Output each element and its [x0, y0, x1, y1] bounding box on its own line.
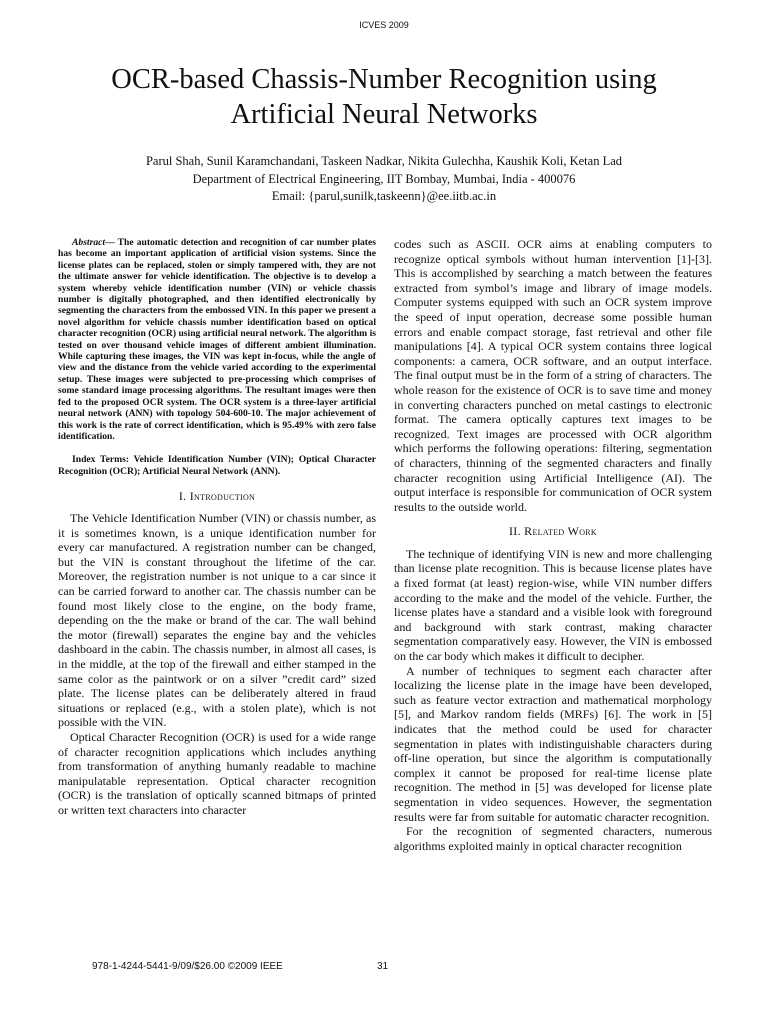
author-block [40, 153, 728, 206]
section-heading-related-work: II. Related Work [508, 524, 597, 539]
affiliation: Department of Electrical Engineering, IIT Bombay, Mumbai, India - 400076 [192, 171, 576, 186]
copyright-footer: 978-1-4244-5441-9/09/$26.00 ©2009 IEEE [92, 961, 283, 972]
abstract [58, 237, 376, 442]
left-column [58, 237, 376, 818]
right-column [394, 237, 712, 853]
intro-paragraph-2: Optical Character Recognition (OCR) is used for a wide range of character recognition applications which includes anything from transformation of anything humanly readable to machine manipulatable representation. Optical character recognition (OCR) is the translation of optically scanned bitmaps of printed or written text characters into character [58, 730, 376, 817]
intro-paragraph-1: The Vehicle Identification Number (VIN) or chassis number, as it is sometimes known, is a unique identification number for every car manufactured. A registration number can be changed, but the VIN is constant throughout the lifetime of the car. Moreover, the registration number is not unique to a car since it can be carried forward to another car. The chassis number can be found most likely close to the engine, on the body frame, depending on the the make or brand of the car. The wall behind the motor (firewall) separates the engine bay and the vehicles dashboard in the cabin. The chassis number, in almost all cases, is in the middle, at the top of the firewall and either stamped in the same color as the paintwork or on a silver ”credit card” sized plate. The license plates can be deliberately altered in fraud situations or replaced (e.g., with a stolen plate), which is not possible with the VIN. [58, 511, 376, 730]
email: Email: {parul,sunilk,taskeenn}@ee.iitb.ac.in [271, 189, 497, 203]
abstract-label: Abstract [72, 237, 106, 248]
abstract-text: — The automatic detection and recognition of car number plates has become an important application of artificial vision systems. Since the license plates can be replaced, stolen or simply tampered with, they are not the ultimate answer for vehicle identification. The objective is to develop a system whereby vehicle identification number (VIN) or vehicle chassis number is digitally photographed, and then identified electronically by segmenting the characters from the embossed VIN. In this paper we present a novel algorithm for vehicle chassis number identification based on optical character recognition (OCR) using artificial neural network. The algorithm is tested on over thousand vehicle images of different ambient illumination. While capturing these images, the VIN was kept in-focus, while the angle of view and the distance from the vehicle varied according to the experimental setup. These images were subjected to pre-processing which comprises of some standard image processing algorithms. The resultant images were then fed to the proposed OCR system. The OCR system is a three-layer artificial neural network (ANN) with topology 504-600-10. The major achievement of this work is the rate of correct identification, which is 95.49% with zero false identification. [58, 237, 376, 442]
related-paragraph-3: For the recognition of segmented characters, numerous algorithms exploited mainly in optical character recognition [394, 824, 712, 853]
page-number: 31 [377, 961, 389, 972]
title-line-1: OCR-based Chassis-Number Recognition using [111, 64, 657, 95]
author-list: Parul Shah, Sunil Karamchandani, Taskeen Nadkar, Nikita Gulechha, Kaushik Koli, Ketan Lad [145, 154, 623, 168]
paper-title [40, 62, 728, 132]
related-paragraph-2: A number of techniques to segment each character after localizing the license plate in the image have been developed, such as feature vector extraction and mathematical morphology [5], and Markov random fields (MRFs) [6]. The work in [5] indicates that the method could be used for character segmentation in plates with indistinguishable characters during off-line operation, but since the algorithm is computationally complex it cannot be proposed for real-time license plate recognition. The method in [5] was developed for license plate segmentation in video sequences. However, the segmentation results were far from suitable for automatic character recognition. [394, 663, 712, 824]
index-terms: Index Terms: Vehicle Identification Number (VIN); Optical Character Recognition (OCR); Artificial Neural Network (ANN). [58, 454, 376, 477]
title-line-2: Artificial Neural Networks [230, 99, 538, 130]
section-heading-introduction: I. Introduction [178, 488, 256, 503]
related-paragraph-1: The technique of identifying VIN is new and more challenging than license plate recognition. This is because license plates have a fixed format (at least) region-wise, while VIN number differs according to the make and the model of the vehicle. Further, the license plates have a standard and a visible look with foreground and background with stark contrast, making character segmentation comparatively easy. However, the VIN is embossed on the car body which makes it difficult to decipher. [394, 546, 712, 664]
intro-paragraph-continued: codes such as ASCII. OCR aims at enabling computers to recognize optical symbols without human intervention [1]-[3]. This is accomplished by searching a match between the features extracted from symbol’s image and library of image models. Computer systems equipped with such an OCR system improve the speed of input operation, decrease some possible human errors and enable compact storage, fast retrieval and other file manipulations [4]. A typical OCR system contains three logical components: a camera, OCR software, and an output interface. The final output must be in the form of a string of characters. The whole reason for the existence of OCR is to save time and money in converting characters punched on metal castings to electronic format. The camera optically captures text images to be recognized. Text images are processed with OCR algorithm which performs the following operations: filtering, segmentation of characters, thinning of the segmented characters and finally character recognition using Artificial Intelligence (AI). The output interface is responsible for communication of OCR system results to the outside world. [394, 237, 712, 514]
conference-header: ICVES 2009 [359, 20, 409, 30]
